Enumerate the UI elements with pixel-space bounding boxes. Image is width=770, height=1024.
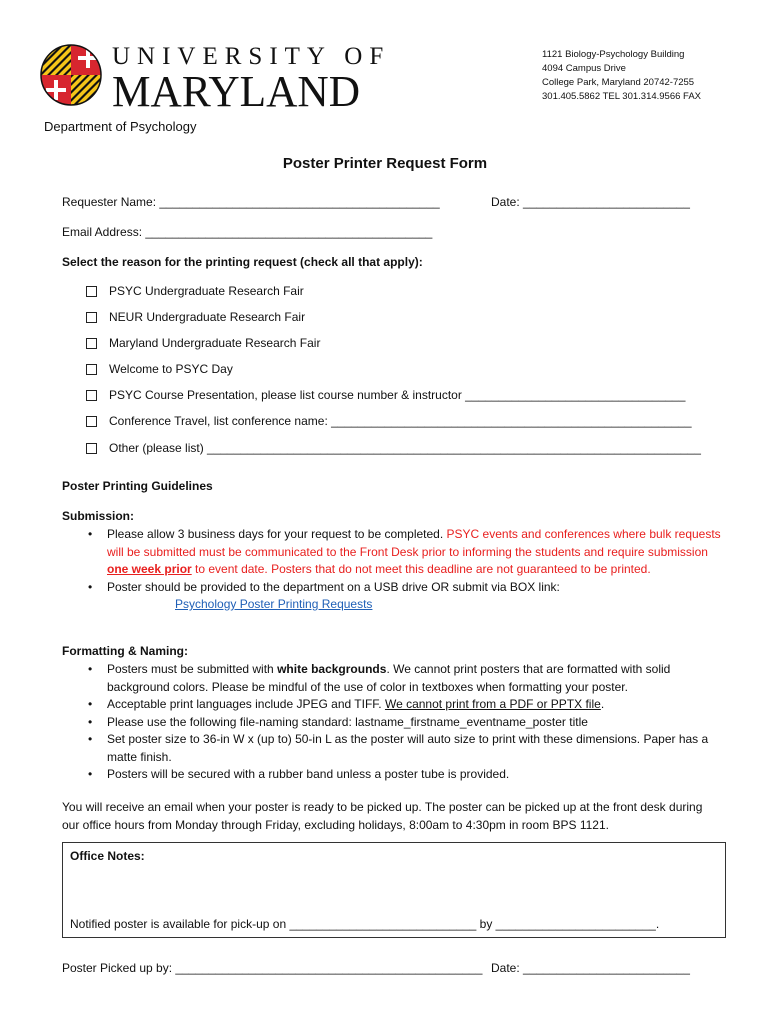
- deadline-emphasis: one week prior: [107, 562, 192, 576]
- address-line: 301.405.5862 TEL 301.314.9566 FAX: [542, 91, 701, 102]
- pickup-paragraph: You will receive an email when your poster is ready to be picked up. The poster can be picked up at the front desk during our office hours from Monday through Friday, excluding holidays, 8:00am to 4:30pm in room BPS 1121.: [62, 800, 703, 832]
- checkbox-maryland-research-fair[interactable]: [86, 336, 320, 350]
- logo-university-of: UNIVERSITY OF: [112, 43, 391, 70]
- text: white backgrounds: [277, 662, 387, 676]
- text: Set poster size to 36-in W x (up to) 50-in L as the poster will auto size to print with these dimensions. Paper has a matte finish.: [107, 732, 709, 764]
- checkbox[interactable]: [86, 443, 97, 454]
- address-line: College Park, Maryland 20742-7255: [542, 77, 695, 88]
- address-block: [542, 48, 701, 104]
- text: We cannot print from a PDF or PPTX file: [384, 697, 601, 711]
- checkbox-label: Other (please list) __________________________________________________________________________: [109, 441, 701, 455]
- checkbox[interactable]: [86, 338, 97, 349]
- text: Posters will be secured with a rubber band unless a poster tube is provided.: [107, 767, 510, 781]
- text: PSYC events and conferences where bulk requests will be submitted must be communicated to the Front Desk prior to informing the students and require submission: [107, 527, 721, 559]
- checkbox-label: PSYC Undergraduate Research Fair: [109, 284, 304, 298]
- office-notes-label: Office Notes:: [70, 849, 145, 863]
- address-line: 1121 Biology-Psychology Building: [542, 49, 685, 60]
- picked-up-date-field[interactable]: Date: _________________________: [491, 961, 690, 975]
- checkbox-label: Welcome to PSYC Day: [109, 362, 233, 376]
- list-item: • Please allow 3 business days for your request to be completed. PSYC events and conferences where bulk requests will be submitted must be communicated to the Front Desk prior to informing the students and require submission one week prior to event date. Posters that do not meet this deadline are not guaranteed to be printed.: [88, 527, 721, 576]
- checkbox[interactable]: [86, 416, 97, 427]
- formatting-list: [88, 661, 722, 784]
- requester-name-field[interactable]: Requester Name: __________________________________________: [62, 195, 440, 209]
- department-name: Department of Psychology: [44, 119, 197, 134]
- checkbox[interactable]: [86, 286, 97, 297]
- text: Posters must be submitted with: [107, 662, 278, 676]
- picked-up-by-field[interactable]: Poster Picked up by: ______________________________________________: [62, 961, 483, 975]
- list-item: • Set poster size to 36-in W x (up to) 50-in L as the poster will auto size to print with these dimensions. Paper has a matte finish.: [88, 732, 709, 764]
- umd-flag-logo-icon: [40, 42, 102, 108]
- logo-maryland: MARYLAND: [112, 67, 361, 116]
- text: Please allow 3 business days for your request to be completed.: [107, 527, 447, 541]
- notified-field[interactable]: Notified poster is available for pick-up on ____________________________ by ________________________.: [70, 917, 660, 931]
- checkbox-course-presentation[interactable]: [86, 388, 685, 402]
- text: Please use the following file-naming standard: lastname_firstname_eventname_poster title: [107, 714, 588, 729]
- list-item: • Posters will be secured with a rubber band unless a poster tube is provided.: [88, 767, 510, 781]
- checkbox-neur-research-fair[interactable]: [86, 310, 305, 324]
- reason-heading: Select the reason for the printing request (check all that apply):: [62, 255, 423, 269]
- text: to event date. Posters that do not meet this deadline are not guaranteed to be printed.: [191, 562, 651, 576]
- checkbox-psyc-research-fair[interactable]: [86, 284, 304, 298]
- checkbox[interactable]: [86, 390, 97, 401]
- list-item: • Acceptable print languages include JPEG and TIFF. We cannot print from a PDF or PPTX file.: [88, 697, 605, 711]
- submission-list: [88, 526, 722, 614]
- address-line: 4094 Campus Drive: [542, 63, 626, 74]
- checkbox-label: NEUR Undergraduate Research Fair: [109, 310, 306, 324]
- text: . We cannot print posters that are formatted with solid background colors. Please be mindful of the use of color in textboxes when formatting your poster.: [107, 662, 671, 694]
- checkbox-other[interactable]: [86, 441, 701, 455]
- checkbox-welcome-psyc-day[interactable]: [86, 362, 233, 376]
- formatting-heading: Formatting & Naming:: [62, 644, 188, 658]
- checkbox[interactable]: [86, 364, 97, 375]
- list-item: • Posters must be submitted with white backgrounds. We cannot print posters that are formatted with solid background colors. Please be mindful of the use of color in textboxes when formatting your poster.: [88, 662, 671, 694]
- list-item: • Please use the following file-naming standard: lastname_firstname_eventname_poster title: [88, 714, 588, 729]
- date-field[interactable]: Date: _________________________: [491, 195, 690, 209]
- text: .: [600, 697, 605, 711]
- checkbox-label: Conference Travel, list conference name: ______________________________________________________: [109, 414, 692, 428]
- checkbox[interactable]: [86, 312, 97, 323]
- submission-heading: Submission:: [62, 509, 135, 523]
- form-title: Poster Printer Request Form: [282, 155, 488, 172]
- checkbox-label: Maryland Undergraduate Research Fair: [109, 336, 321, 350]
- text: Poster should be provided to the department on a USB drive OR submit via BOX link:: [107, 579, 560, 594]
- box-link[interactable]: Psychology Poster Printing Requests: [175, 597, 373, 611]
- list-item: • Poster should be provided to the department on a USB drive OR submit via BOX link: Psychology Poster Printing Requests: [88, 579, 560, 611]
- guidelines-heading: Poster Printing Guidelines: [62, 479, 213, 493]
- checkbox-label: PSYC Course Presentation, please list course number & instructor _________________________________: [109, 388, 686, 402]
- email-field[interactable]: Email Address: ___________________________________________: [62, 225, 433, 239]
- text: Acceptable print languages include JPEG and TIFF.: [107, 697, 385, 711]
- checkbox-conference-travel[interactable]: [86, 414, 692, 428]
- office-notes-box: [62, 842, 726, 938]
